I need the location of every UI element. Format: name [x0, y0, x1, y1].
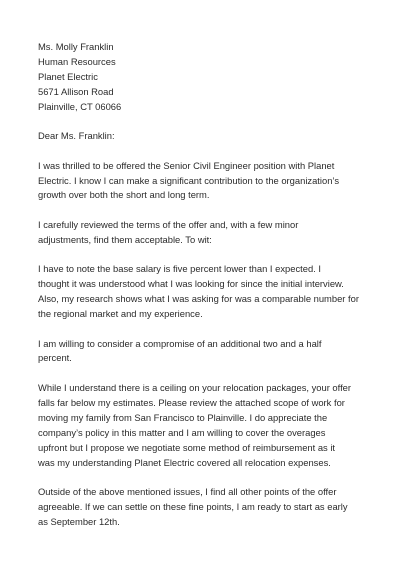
body-paragraph	[38, 262, 378, 322]
body-paragraph	[38, 337, 378, 367]
paragraph-line: growth over both the short and long term.	[38, 189, 210, 201]
paragraph-line: as September 12th.	[38, 515, 120, 527]
recipient-city-state-zip: Plainville, CT 06066	[38, 100, 122, 112]
paragraph-line: percent.	[38, 352, 72, 364]
paragraph-line: Also, my research shows what I was asking for was a comparable number for	[38, 293, 359, 305]
paragraph-line: moving my family from San Francisco to Plainville. I do appreciate the	[38, 411, 328, 423]
body-paragraph	[38, 218, 378, 248]
recipient-department: Human Resources	[38, 55, 116, 67]
paragraph-line: upfront but I propose we negotiate some method of reimbursement as it	[38, 441, 336, 453]
paragraph-line: I am willing to consider a compromise of an additional two and a half	[38, 337, 322, 349]
paragraph-line: Electric. I know I can make a significant contribution to the organization’s	[38, 174, 340, 186]
paragraph-line: I was thrilled to be offered the Senior Civil Engineer position with Planet	[38, 159, 335, 171]
paragraph-line: While I understand there is a ceiling on your relocation packages, your offer	[38, 381, 352, 393]
paragraph-line: falls far below my estimates. Please review the attached scope of work for	[38, 396, 345, 408]
recipient-company: Planet Electric	[38, 70, 98, 82]
paragraph-line: Outside of the above mentioned issues, I find all other points of the offer	[38, 486, 337, 497]
body-paragraph	[38, 485, 378, 530]
paragraph-line: agreeable. If we can settle on these fine points, I am ready to start as early	[38, 500, 348, 512]
recipient-name: Ms. Molly Franklin	[38, 41, 114, 52]
paragraph-line: I carefully reviewed the terms of the offer and, with a few minor	[38, 218, 299, 230]
letter-page	[38, 40, 378, 530]
paragraph-line: company’s policy in this matter and I am willing to cover the overages	[38, 426, 326, 438]
letter-body	[38, 159, 378, 530]
paragraph-line: I have to note the base salary is five percent lower than I expected. I	[38, 263, 321, 275]
paragraph-line: thought it was understood what I was looking for since the initial interview.	[38, 278, 344, 290]
body-paragraph	[38, 159, 378, 204]
salutation: Dear Ms. Franklin:	[38, 130, 115, 142]
paragraph-line: adjustments, find them acceptable. To wit:	[38, 233, 212, 245]
recipient-address-block	[38, 40, 378, 115]
paragraph-line: the regional market and my experience.	[38, 308, 203, 320]
body-paragraph	[38, 381, 378, 470]
recipient-street: 5671 Allison Road	[38, 85, 114, 97]
paragraph-line: was my understanding Planet Electric covered all relocation expenses.	[38, 456, 331, 468]
